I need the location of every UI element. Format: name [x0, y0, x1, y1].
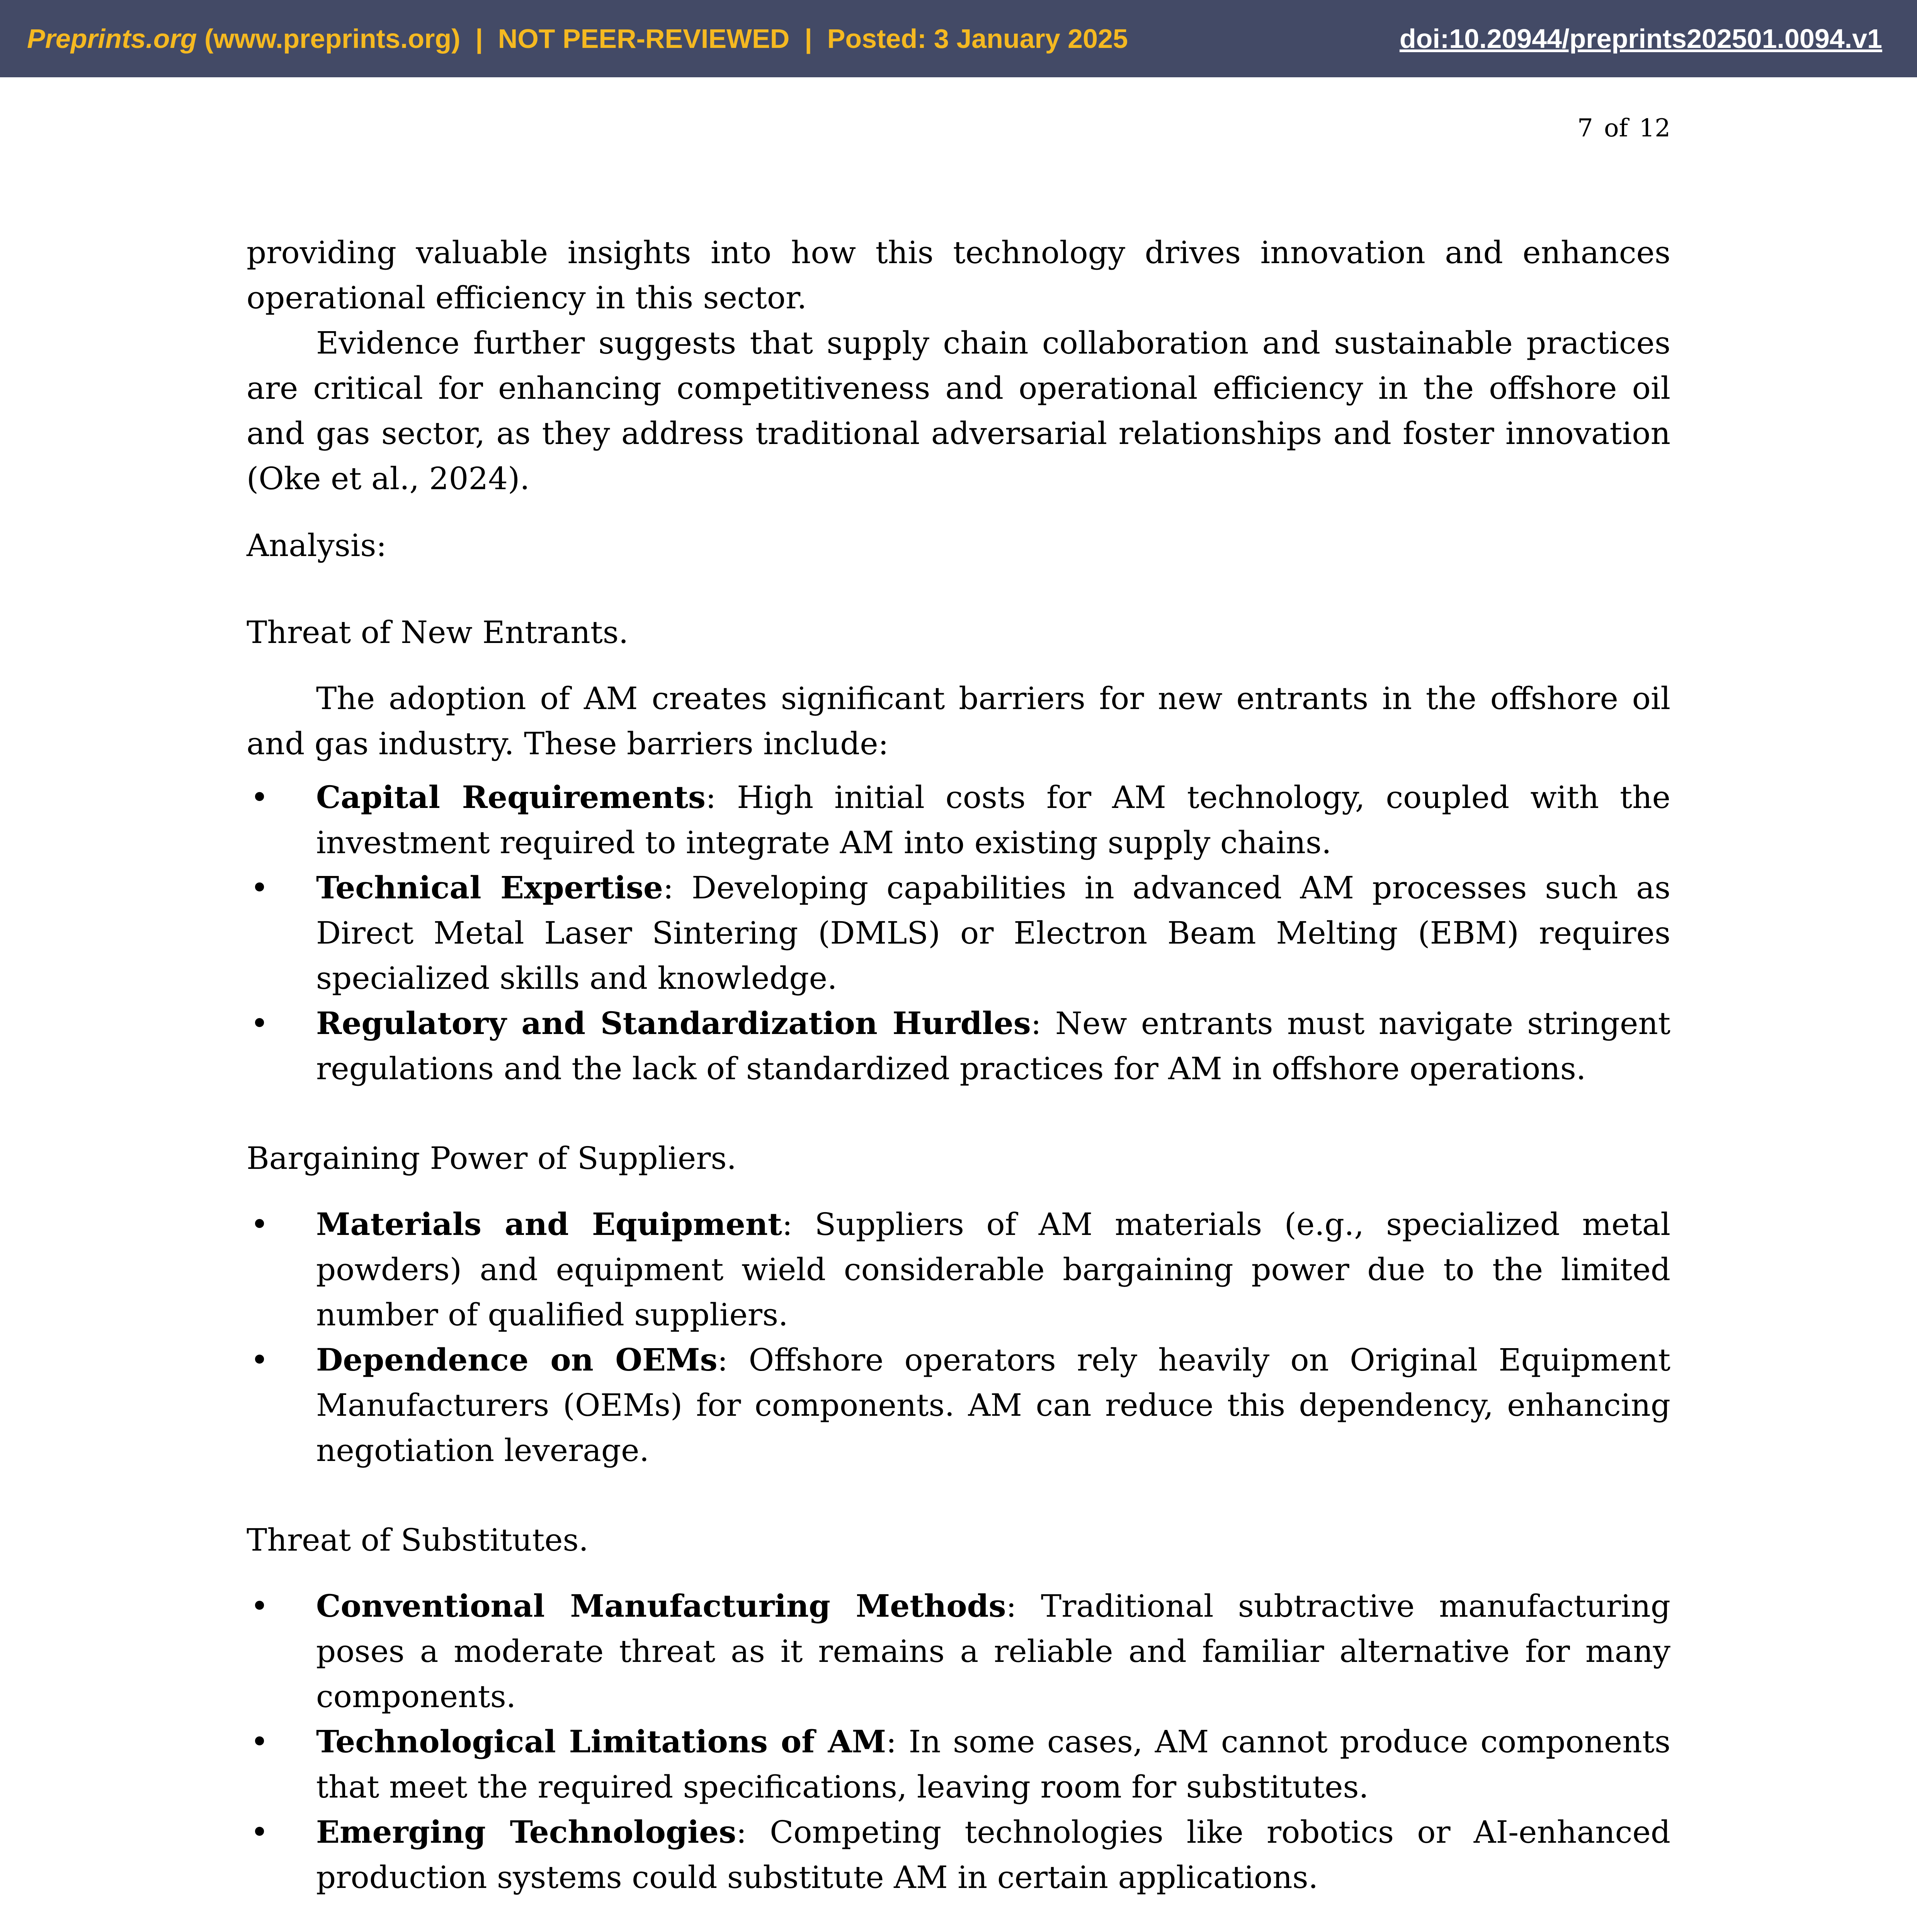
list-item-term: Technological Limitations of AM [316, 1723, 886, 1760]
bullet-list [247, 1583, 1670, 1900]
bullet-icon: • [250, 1005, 269, 1041]
page-body [247, 230, 1670, 1932]
page-number: 7 of 12 [1577, 114, 1670, 143]
section-heading: Threat of Substitutes. [247, 1522, 589, 1558]
banner-site-link[interactable]: (www.preprints.org) [204, 24, 461, 54]
list-item [247, 865, 1670, 1001]
list-item [247, 1583, 1670, 1719]
list-item [247, 1001, 1670, 1091]
paragraph: Evidence further suggests that supply chain collaboration and sustainable practices are critical for enhancing competitiveness and operational efficiency in the offshore oil and gas sector, as they address traditional adversarial relationships and foster innovation (Oke et al., 2024). [247, 325, 1670, 497]
banner-status: NOT PEER-REVIEWED [498, 24, 790, 54]
list-item-text: : New entrants must navigate stringent regulations and the lack of standardized practices for AM in offshore operations. [316, 1005, 1670, 1087]
banner-brand: Preprints.org [27, 24, 197, 54]
list-item-term: Regulatory and Standardization Hurdles [316, 1005, 1031, 1041]
list-item-term: Technical Expertise [316, 869, 663, 906]
list-item [247, 1719, 1670, 1810]
section-heading: Bargaining Power of Suppliers. [247, 1140, 737, 1176]
bullet-list [247, 775, 1670, 1091]
banner-info [27, 23, 1128, 54]
list-item [247, 1337, 1670, 1473]
list-item-term: Dependence on OEMs [316, 1342, 718, 1378]
banner-posted-date: Posted: 3 January 2025 [827, 24, 1128, 54]
doi-link[interactable]: doi:10.20944/preprints202501.0094.v1 [1399, 24, 1882, 54]
bullet-icon: • [250, 1724, 269, 1760]
section-heading: Threat of New Entrants. [247, 614, 629, 650]
bullet-icon: • [250, 1342, 269, 1378]
bullet-list [247, 1202, 1670, 1473]
bullet-icon: • [250, 779, 269, 815]
list-item-term: Conventional Manufacturing Methods [316, 1588, 1006, 1624]
list-item [247, 1202, 1670, 1337]
bullet-icon: • [250, 1588, 269, 1624]
banner-separator: | [475, 24, 483, 54]
list-item [247, 1810, 1670, 1900]
list-item [247, 775, 1670, 865]
bullet-icon: • [250, 1206, 269, 1242]
bullet-icon: • [250, 870, 269, 906]
list-item-term: Materials and Equipment [316, 1206, 782, 1242]
banner-separator: | [805, 24, 812, 54]
list-item-text: : In some cases, AM cannot produce components that meet the required specifications, leaving room for substitutes. [316, 1724, 1670, 1805]
bullet-icon: • [250, 1814, 269, 1850]
list-item-text: : Offshore operators rely heavily on Original Equipment Manufacturers (OEMs) for components. AM can reduce this dependency, enhancing negotiation leverage. [316, 1342, 1670, 1468]
list-item-text: : Developing capabilities in advanced AM processes such as Direct Metal Laser Sintering (DMLS) or Electron Beam Melting (EBM) requires specialized skills and knowledge. [316, 870, 1671, 996]
list-item-term: Capital Requirements [316, 779, 706, 815]
preprint-banner [0, 0, 1917, 77]
list-item-text: : Traditional subtractive manufacturing poses a moderate threat as it remains a reliable and familiar alternative for many components. [316, 1588, 1671, 1714]
analysis-heading: Analysis: [247, 527, 387, 563]
paragraph: providing valuable insights into how this technology drives innovation and enhances operational efficiency in this sector. [247, 235, 1670, 316]
list-item-text: : Suppliers of AM materials (e.g., specialized metal powders) and equipment wield considerable bargaining power due to the limited number of qualified suppliers. [316, 1206, 1670, 1333]
list-item-term: Emerging Technologies [316, 1814, 737, 1850]
section-intro: The adoption of AM creates significant barriers for new entrants in the offshore oil and gas industry. These barriers include: [247, 680, 1670, 762]
list-item-text: : High initial costs for AM technology, coupled with the investment required to integrate AM into existing supply chains. [316, 779, 1671, 861]
list-item-text: : Competing technologies like robotics or AI-enhanced production systems could substitute AM in certain applications. [316, 1814, 1670, 1895]
